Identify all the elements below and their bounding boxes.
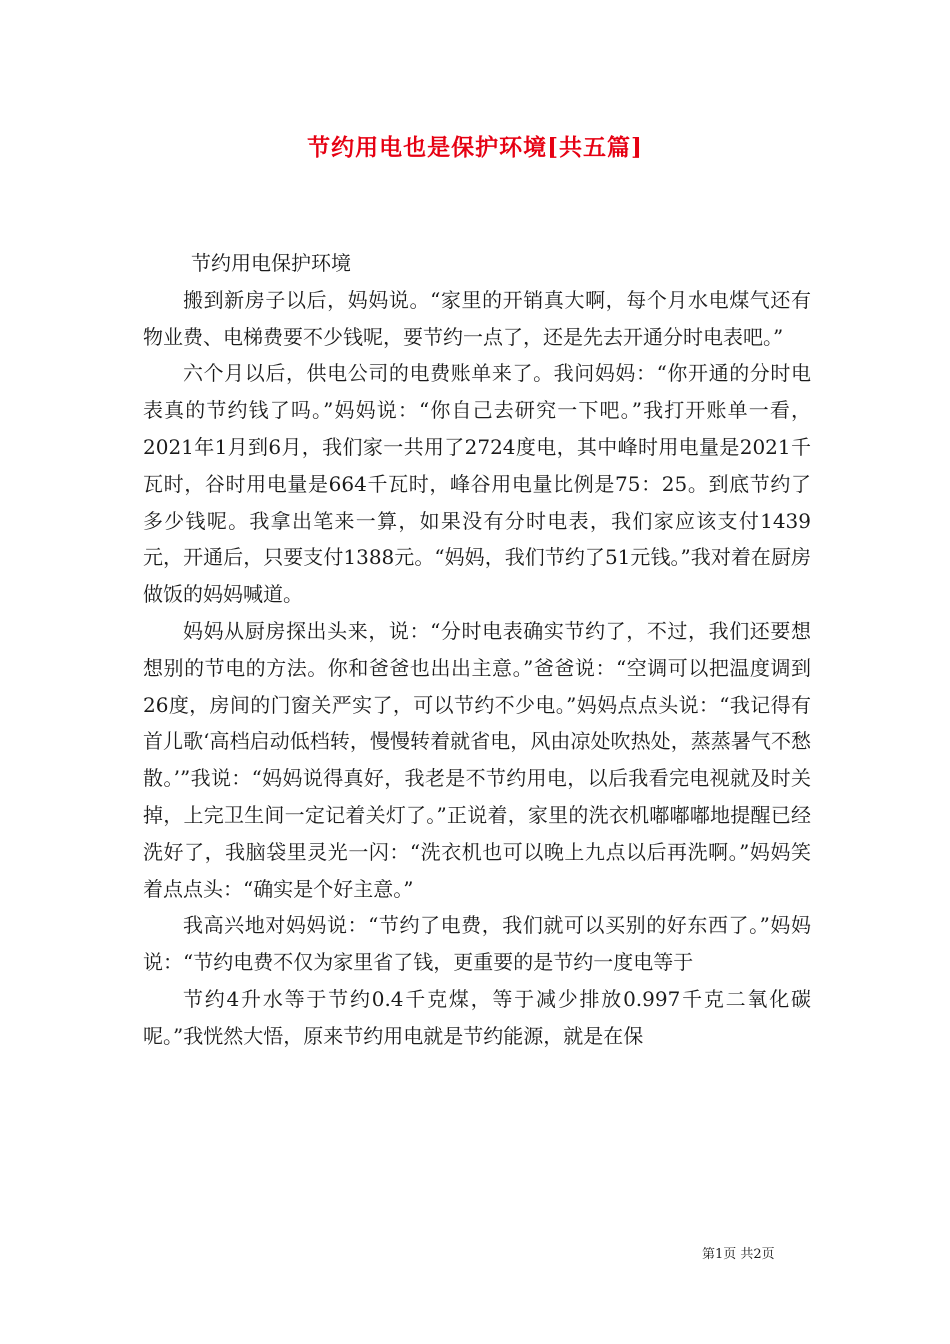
body-paragraph: 我高兴地对妈妈说：“节约了电费，我们就可以买别的好东西了。”妈妈说：“节约电费不仅为家里省了钱，更重要的是节约一度电等于: [143, 913, 811, 975]
body-paragraph: 搬到新房子以后，妈妈说。“家里的开销真大啊，每个月水电煤气还有物业费、电梯费要不少钱呢，要节约一点了，还是先去开通分时电表吧。”: [143, 287, 811, 349]
document-body: [143, 245, 811, 1055]
body-paragraph: 节约4升水等于节约0.4千克煤，等于减少排放0.997千克二氧化碳呢。”我恍然大悟，原来节约用电就是节约能源，就是在保: [143, 986, 811, 1048]
section-heading: 节约用电保护环境: [191, 251, 351, 275]
body-paragraph: 六个月以后，供电公司的电费账单来了。我问妈妈：“你开通的分时电表真的节约钱了吗。”妈妈说：“你自己去研究一下吧。”我打开账单一看，2021年1月到6月，我们家一共用了2724度电，其中峰时用电量是2021千瓦时，谷时用电量是664千瓦时，峰谷用电量比例是75：25。到底节约了多少钱呢。我拿出笔来一算，如果没有分时电表，我们家应该支付1439元，开通后，只要支付1388元。“妈妈，我们节约了51元钱。”我对着在厨房做饭的妈妈喊道。: [143, 361, 811, 607]
page-number-footer: 第1页 共2页: [702, 1247, 775, 1262]
body-paragraph: 妈妈从厨房探出头来，说：“分时电表确实节约了，不过，我们还要想想别的节电的方法。你和爸爸也出出主意。”爸爸说：“空调可以把温度调到26度，房间的门窗关严实了，可以节约不少电。”妈妈点点头说：“我记得有首儿歌‘高档启动低档转，慢慢转着就省电，风由凉处吹热处，蒸蒸暑气不愁散。’”我说：“妈妈说得真好，我老是不节约用电，以后我看完电视就及时关掉，上完卫生间一定记着关灯了。”正说着，家里的洗衣机嘟嘟嘟地提醒已经洗好了，我脑袋里灵光一闪：“洗衣机也可以晚上九点以后再洗啊。”妈妈笑着点点头：“确实是个好主意。”: [143, 618, 811, 901]
document-title: 节约用电也是保护环境[共五篇]: [307, 134, 643, 161]
